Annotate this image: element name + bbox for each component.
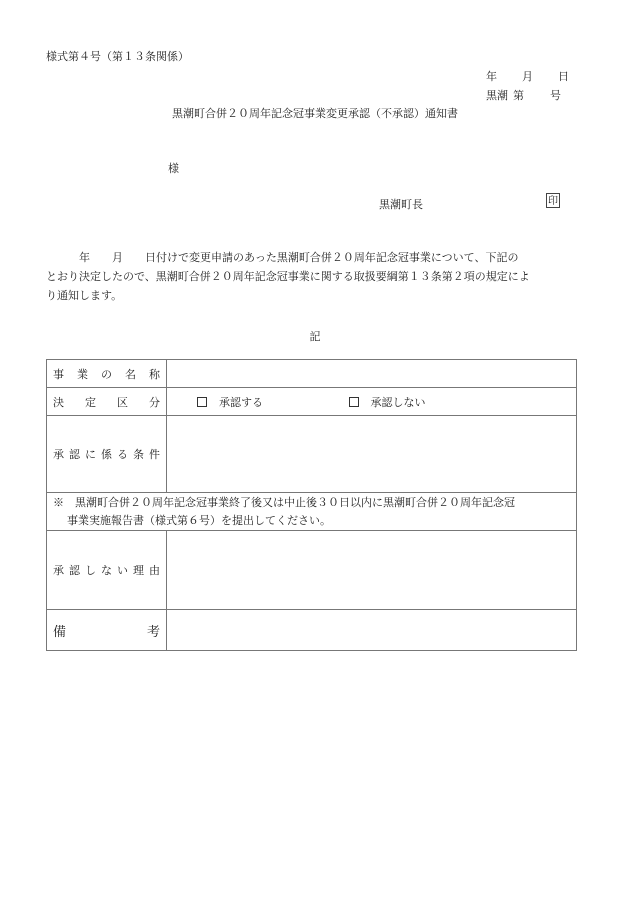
checkbox-icon[interactable] (197, 397, 207, 407)
ki-heading: 記 (309, 330, 321, 343)
label-conditions (47, 416, 167, 493)
label-char: に (85, 448, 96, 461)
reference-dai: 第 (513, 89, 524, 102)
date-month: 月 (522, 70, 533, 83)
label-reason (47, 531, 167, 610)
option-approve[interactable] (197, 394, 263, 410)
note-line-1: ※ 黒潮町合併２０周年記念冠事業終了後又は中止後３０日以内に黒潮町合併２０周年記念冠 (53, 495, 515, 509)
label-char: な (101, 564, 112, 577)
conditions-field[interactable] (167, 416, 577, 493)
recipient-honorific: 様 (168, 162, 179, 175)
label-char: 備 (53, 624, 67, 640)
label-char: 決 (53, 395, 64, 409)
label-char: の (101, 367, 112, 381)
label-char: い (117, 564, 128, 577)
reference-number (486, 87, 561, 103)
option-reject-label: 承認しない (370, 395, 426, 409)
label-char: 承 (53, 448, 64, 461)
row-project-name (47, 360, 577, 388)
label-char: 区 (117, 395, 128, 409)
project-name-field[interactable] (167, 360, 577, 388)
row-decision (47, 388, 577, 416)
date-year: 年 (486, 70, 497, 83)
remarks-field[interactable] (167, 610, 577, 651)
label-char: し (85, 564, 96, 577)
label-char: る (117, 448, 128, 461)
option-reject[interactable] (349, 394, 426, 410)
label-char: 条 (133, 448, 144, 461)
label-char: 名 (125, 367, 136, 381)
body-line-3: り通知します。 (46, 289, 123, 302)
decision-options (167, 388, 577, 416)
label-char: 理 (133, 564, 144, 577)
reason-field[interactable] (167, 531, 577, 610)
row-note (47, 493, 577, 531)
label-char: 定 (85, 395, 96, 409)
label-char: 承 (53, 564, 64, 577)
checkbox-icon[interactable] (349, 397, 359, 407)
label-char: 認 (69, 448, 80, 461)
row-reason (47, 531, 577, 610)
note-cell (47, 493, 577, 531)
option-approve-label: 承認する (219, 395, 263, 409)
reference-go: 号 (550, 89, 561, 102)
label-char: 由 (149, 564, 160, 577)
form-number: 様式第４号（第１３条関係） (46, 50, 189, 63)
body-paragraph (46, 248, 582, 305)
label-remarks (47, 610, 167, 651)
body-line-2: とおり決定したので、黒潮町合併２０周年記念冠事業に関する取扱要綱第１３条第２項の規定によ (46, 270, 530, 283)
seal-mark: 印 (546, 193, 560, 208)
label-char: 認 (69, 564, 80, 577)
date-day: 日 (558, 70, 569, 83)
label-decision (47, 388, 167, 416)
label-char: 分 (149, 395, 160, 409)
label-char: 考 (146, 624, 160, 640)
issuer-name: 黒潮町長 (379, 198, 423, 211)
document-title-text: 黒潮町合併２０周年記念冠事業変更承認（不承認）通知書 (172, 107, 458, 120)
reference-prefix: 黒潮 (486, 89, 508, 102)
label-project-name (47, 360, 167, 388)
row-conditions (47, 416, 577, 493)
label-char: 係 (101, 448, 112, 461)
date-line (486, 68, 569, 84)
label-char: 業 (77, 367, 88, 381)
row-remarks (47, 610, 577, 651)
label-char: 件 (149, 448, 160, 461)
note-line-2: 事業実施報告書（様式第６号）を提出してください。 (67, 513, 331, 527)
label-char: 事 (53, 367, 64, 381)
label-char: 称 (149, 367, 160, 381)
form-table (46, 359, 577, 651)
body-line-1: 年 月 日付けで変更申請のあった黒潮町合併２０周年記念冠事業について、下記の (46, 251, 519, 264)
document-title (0, 105, 630, 121)
